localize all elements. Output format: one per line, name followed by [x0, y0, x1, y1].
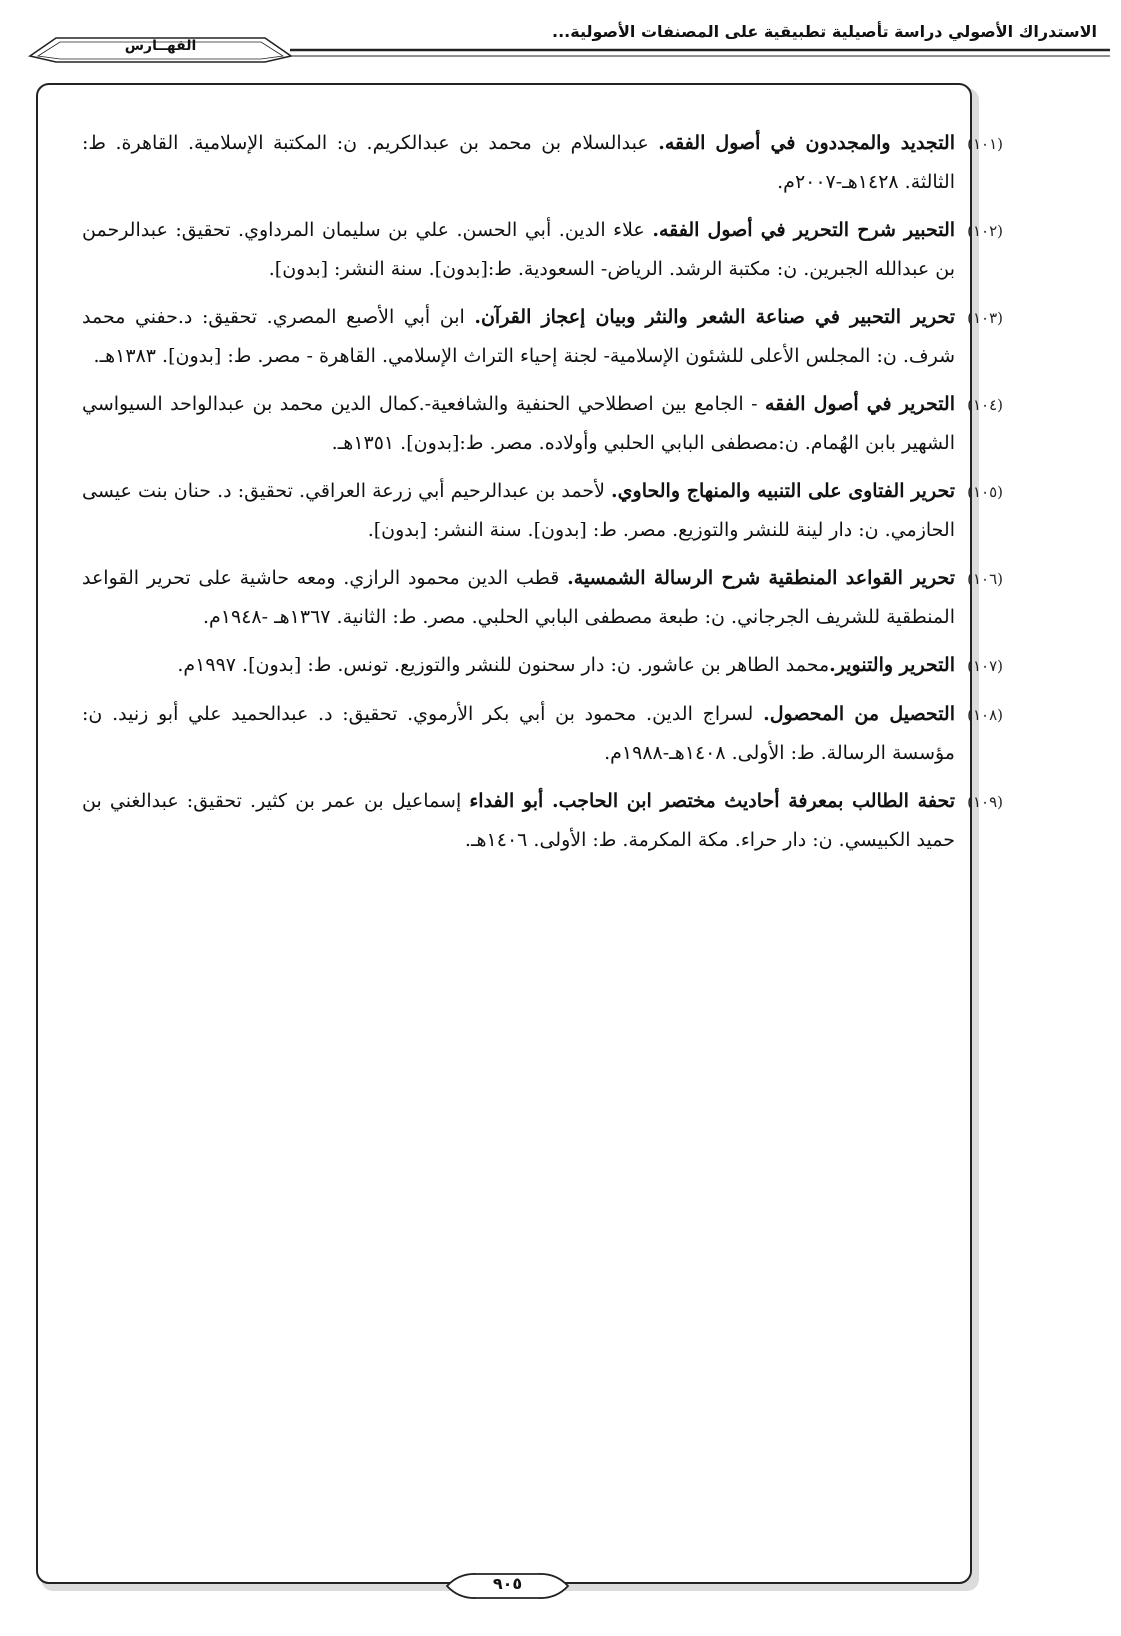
- list-item: [82, 782, 1003, 859]
- bibliography-list: [82, 124, 1003, 869]
- entry-title: التحرير في أصول الفقه: [765, 393, 956, 415]
- section-label: الفهــارس: [124, 38, 197, 54]
- entry-details: علاء الدين. أبي الحسن. علي بن سليمان المرداوي. تحقيق: عبدالرحمن بن عبدالله الجبرين. ن: مكتبة الرشد. الرياض- السعودية. ط:[بدون]. سنة النشر: [بدون].: [82, 219, 955, 280]
- list-item: [82, 472, 1003, 549]
- list-item: [82, 646, 1003, 685]
- list-item: [82, 695, 1003, 772]
- page-header: [0, 0, 1121, 72]
- entry-details: إسماعيل بن عمر بن كثير. تحقيق: عبدالغني بن حميد الكبيسي. ن: دار حراء. مكة المكرمة. ط: الأولى. ١٤٠٦هـ.: [82, 790, 955, 851]
- entry-number: (١٠٤): [967, 396, 1004, 414]
- entry-details: عبدالسلام بن محمد بن عبدالكريم. ن: المكتبة الإسلامية. القاهرة. ط: الثالثة. ١٤٢٨هـ-٢٠٠٧م.: [82, 132, 955, 193]
- entry-number: (١٠٧): [967, 657, 1003, 675]
- entry-number: (١٠٣): [967, 309, 1003, 327]
- page-number: ٩٠٥: [492, 1574, 523, 1593]
- entry-details: محمد الطاهر بن عاشور. ن: دار سحنون للنشر والتوزيع. تونس. ط: [بدون]. ١٩٩٧م.: [177, 654, 830, 676]
- list-item: [82, 559, 1003, 636]
- entry-details: ابن أبي الأصبع المصري. تحقيق: د.حفني محمد شرف. ن: المجلس الأعلى للشئون الإسلامية- لجنة إحياء التراث الإسلامي. القاهرة - مصر. ط: [بدون]. ١٣٨٣هـ.: [82, 306, 955, 367]
- entry-number: (١٠٢): [967, 222, 1004, 240]
- entry-details: لسراج الدين. محمود بن أبي بكر الأرموي. تحقيق: د. عبدالحميد علي أبو زنيد. ن: مؤسسة الرسالة. ط: الأولى. ١٤٠٨هـ-١٩٨٨م.: [82, 703, 955, 764]
- entry-number: (١٠٥): [967, 483, 1003, 501]
- entry-title: تحرير الفتاوى على التنبيه والمنهاج والحاوي.: [611, 480, 955, 502]
- header-rule: [0, 0, 1121, 72]
- entry-title: تحرير القواعد المنطقية شرح الرسالة الشمسية.: [567, 567, 955, 589]
- list-item: [82, 211, 1003, 288]
- entry-number: (١٠١): [967, 135, 1003, 153]
- entry-title: التجديد والمجددون في أصول الفقه.: [658, 132, 955, 154]
- entry-details: - الجامع بين اصطلاحي الحنفية والشافعية-.كمال الدين محمد بن عبدالواحد السيواسي الشهير بابن الهُمام. ن:مصطفى البابي الحلبي وأولاده. مصر. ط:[بدون]. ١٣٥١هـ.: [82, 393, 955, 454]
- entry-number: (١٠٩): [967, 793, 1003, 811]
- entry-details: لأحمد بن عبدالرحيم أبي زرعة العراقي. تحقيق: د. حنان بنت عيسى الحازمي. ن: دار لينة للنشر والتوزيع. مصر. ط: [بدون]. سنة النشر: [بدون].: [82, 480, 955, 541]
- entry-number: (١٠٦): [967, 570, 1003, 588]
- list-item: [82, 385, 1003, 462]
- entry-title: تحفة الطالب بمعرفة أحاديث مختصر ابن الحاجب. أبو الفداء: [469, 790, 955, 812]
- entry-number: (١٠٨): [967, 706, 1003, 724]
- book-title: الاستدراك الأصولي دراسة تأصيلية تطبيقية على المصنفات الأصولية...: [552, 22, 1097, 41]
- entry-title: التحرير والتنوير.: [829, 654, 955, 676]
- entry-details: قطب الدين محمود الرازي. ومعه حاشية على تحرير القواعد المنطقية للشريف الجرجاني. ن: طبعة مصطفى البابي الحلبي. مصر. ط: الثانية. ١٣٦٧هـ -١٩٤٨م.: [82, 567, 955, 628]
- entry-title: تحرير التحبير في صناعة الشعر والنثر وبيان إعجاز القرآن.: [474, 306, 955, 328]
- entry-title: التحبير شرح التحرير في أصول الفقه.: [652, 219, 956, 241]
- entry-title: التحصيل من المحصول.: [763, 703, 955, 725]
- list-item: [82, 124, 1003, 201]
- list-item: [82, 298, 1003, 375]
- page-number-badge: [445, 1571, 570, 1601]
